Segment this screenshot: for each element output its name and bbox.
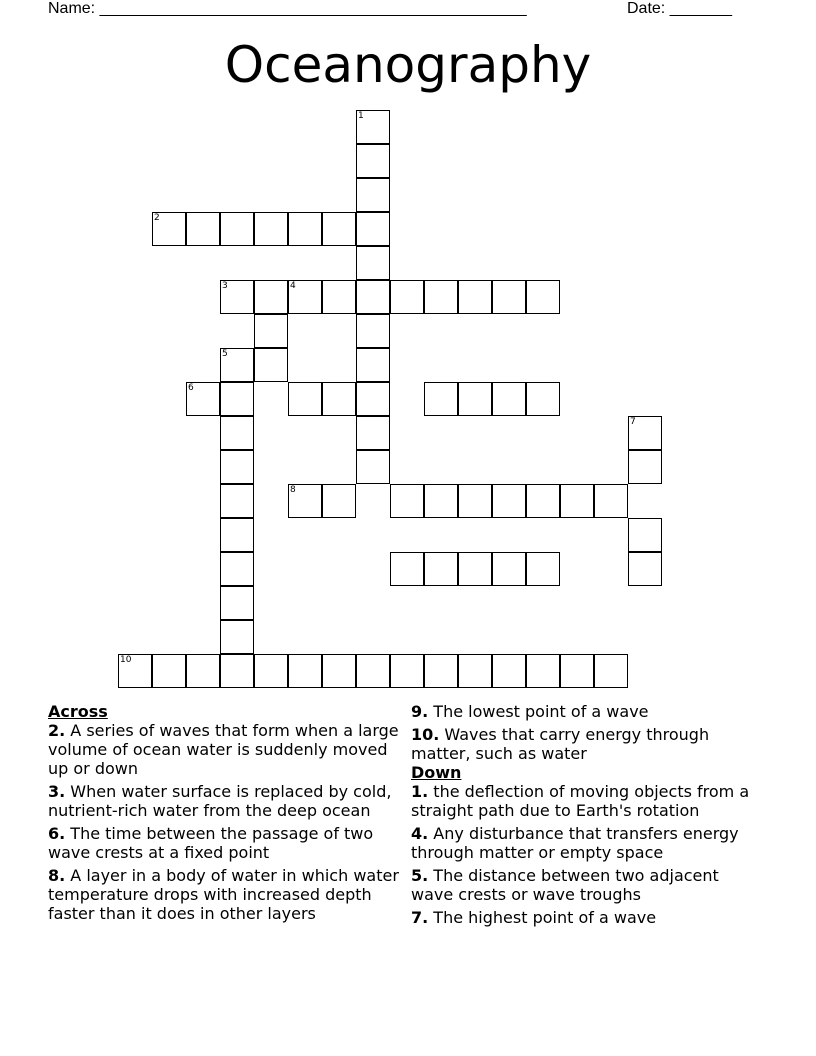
clue-item-number: 3. (48, 782, 66, 801)
grid-cell[interactable] (288, 382, 322, 416)
grid-cell[interactable] (526, 382, 560, 416)
down-heading: Down (411, 763, 462, 782)
grid-cell[interactable] (220, 212, 254, 246)
grid-cell[interactable] (628, 518, 662, 552)
grid-cell[interactable] (356, 450, 390, 484)
grid-cell[interactable] (458, 552, 492, 586)
grid-cell[interactable] (356, 654, 390, 688)
grid-cell[interactable] (492, 484, 526, 518)
grid-cell[interactable] (458, 654, 492, 688)
grid-cell[interactable] (594, 484, 628, 518)
clue-item-number: 8. (48, 866, 66, 885)
grid-cell[interactable] (492, 552, 526, 586)
grid-cell[interactable] (254, 314, 288, 348)
grid-cell[interactable] (458, 280, 492, 314)
clue-item-text: The time between the passage of two wave crests at a fixed point (48, 824, 374, 862)
grid-cell[interactable] (492, 280, 526, 314)
clue-item (411, 824, 761, 862)
grid-cell[interactable] (356, 314, 390, 348)
grid-cell[interactable] (390, 552, 424, 586)
grid-cell[interactable] (356, 110, 390, 144)
grid-cell[interactable] (492, 382, 526, 416)
grid-cell[interactable] (288, 484, 322, 518)
grid-cell[interactable] (254, 280, 288, 314)
grid-cell[interactable] (288, 654, 322, 688)
clue-number: 6 (188, 383, 194, 393)
grid-cell[interactable] (254, 348, 288, 382)
grid-cell[interactable] (118, 654, 152, 688)
clue-item-number: 9. (411, 702, 429, 721)
grid-cell[interactable] (356, 348, 390, 382)
clues-right-column (411, 702, 761, 931)
grid-cell[interactable] (186, 382, 220, 416)
grid-cell[interactable] (220, 620, 254, 654)
grid-cell[interactable] (560, 484, 594, 518)
clue-item (48, 824, 408, 862)
grid-cell[interactable] (288, 280, 322, 314)
grid-cell[interactable] (526, 484, 560, 518)
grid-cell[interactable] (288, 212, 322, 246)
clue-number: 4 (290, 281, 296, 291)
clue-item-text: Any disturbance that transfers energy through matter or empty space (411, 824, 739, 862)
grid-cell[interactable] (390, 654, 424, 688)
clue-item (411, 866, 761, 904)
grid-cell[interactable] (424, 654, 458, 688)
grid-cell[interactable] (458, 484, 492, 518)
grid-cell[interactable] (220, 348, 254, 382)
grid-cell[interactable] (186, 654, 220, 688)
clue-item-text: When water surface is replaced by cold, nutrient-rich water from the deep ocean (48, 782, 392, 820)
grid-cell[interactable] (526, 654, 560, 688)
clue-number: 8 (290, 485, 296, 495)
grid-cell[interactable] (390, 280, 424, 314)
clue-item-number: 4. (411, 824, 429, 843)
grid-cell[interactable] (356, 178, 390, 212)
clue-item-text: A layer in a body of water in which water temperature drops with increased depth faster than it does in other layers (48, 866, 399, 923)
grid-cell[interactable] (356, 212, 390, 246)
grid-cell[interactable] (356, 382, 390, 416)
grid-cell[interactable] (220, 382, 254, 416)
grid-cell[interactable] (628, 450, 662, 484)
clue-item (48, 782, 408, 820)
clue-item-text: The highest point of a wave (428, 908, 657, 927)
date-line: Date: _______ (627, 0, 732, 17)
grid-cell[interactable] (220, 416, 254, 450)
grid-cell[interactable] (220, 586, 254, 620)
grid-cell[interactable] (254, 654, 288, 688)
clue-number: 2 (154, 213, 160, 223)
grid-cell[interactable] (424, 280, 458, 314)
grid-cell[interactable] (526, 552, 560, 586)
grid-cell[interactable] (526, 280, 560, 314)
grid-cell[interactable] (594, 654, 628, 688)
clue-number: 3 (222, 281, 228, 291)
clue-item-text: Waves that carry energy through matter, such as water (411, 725, 710, 763)
grid-cell[interactable] (628, 416, 662, 450)
clue-number: 7 (630, 417, 636, 427)
grid-cell[interactable] (356, 246, 390, 280)
grid-cell[interactable] (220, 484, 254, 518)
grid-cell[interactable] (322, 212, 356, 246)
clues-left-column (48, 702, 408, 927)
clue-item-number: 5. (411, 866, 429, 885)
grid-cell[interactable] (390, 484, 424, 518)
grid-cell[interactable] (152, 654, 186, 688)
grid-cell[interactable] (254, 212, 288, 246)
grid-cell[interactable] (186, 212, 220, 246)
clue-number: 10 (120, 655, 132, 665)
page-title: Oceanography (224, 36, 592, 94)
clue-number: 5 (222, 349, 228, 359)
grid-cell[interactable] (424, 552, 458, 586)
grid-cell[interactable] (424, 484, 458, 518)
clue-item-text: A series of waves that form when a large volume of ocean water is suddenly moved up or down (48, 721, 399, 778)
clue-item (48, 866, 408, 923)
clue-item-number: 7. (411, 908, 429, 927)
grid-cell[interactable] (492, 654, 526, 688)
clue-item (411, 782, 761, 820)
grid-cell[interactable] (220, 552, 254, 586)
clue-item-text: The distance between two adjacent wave crests or wave troughs (411, 866, 719, 904)
grid-cell[interactable] (322, 382, 356, 416)
across-heading: Across (48, 702, 108, 721)
clue-item (48, 721, 408, 778)
grid-cell[interactable] (152, 212, 186, 246)
name-line: Name: ________________________________________________ (48, 0, 527, 17)
grid-cell[interactable] (322, 280, 356, 314)
clue-item (411, 725, 761, 763)
clue-item-number: 6. (48, 824, 66, 843)
clue-item-number: 1. (411, 782, 429, 801)
grid-cell[interactable] (356, 416, 390, 450)
clue-item (411, 702, 761, 721)
grid-cell[interactable] (424, 382, 458, 416)
grid-cell[interactable] (220, 450, 254, 484)
grid-cell[interactable] (322, 654, 356, 688)
grid-cell[interactable] (220, 518, 254, 552)
grid-cell[interactable] (220, 280, 254, 314)
grid-cell[interactable] (322, 484, 356, 518)
clue-item-number: 10. (411, 725, 440, 744)
grid-cell[interactable] (220, 654, 254, 688)
grid-cell[interactable] (628, 552, 662, 586)
grid-cell[interactable] (458, 382, 492, 416)
clue-item-text: The lowest point of a wave (428, 702, 649, 721)
grid-cell[interactable] (356, 144, 390, 178)
grid-cell[interactable] (560, 654, 594, 688)
clue-item (411, 908, 761, 927)
clue-number: 1 (358, 111, 364, 121)
clue-item-text: the deflection of moving objects from a straight path due to Earth's rotation (411, 782, 750, 820)
clue-item-number: 2. (48, 721, 66, 740)
grid-cell[interactable] (356, 280, 390, 314)
